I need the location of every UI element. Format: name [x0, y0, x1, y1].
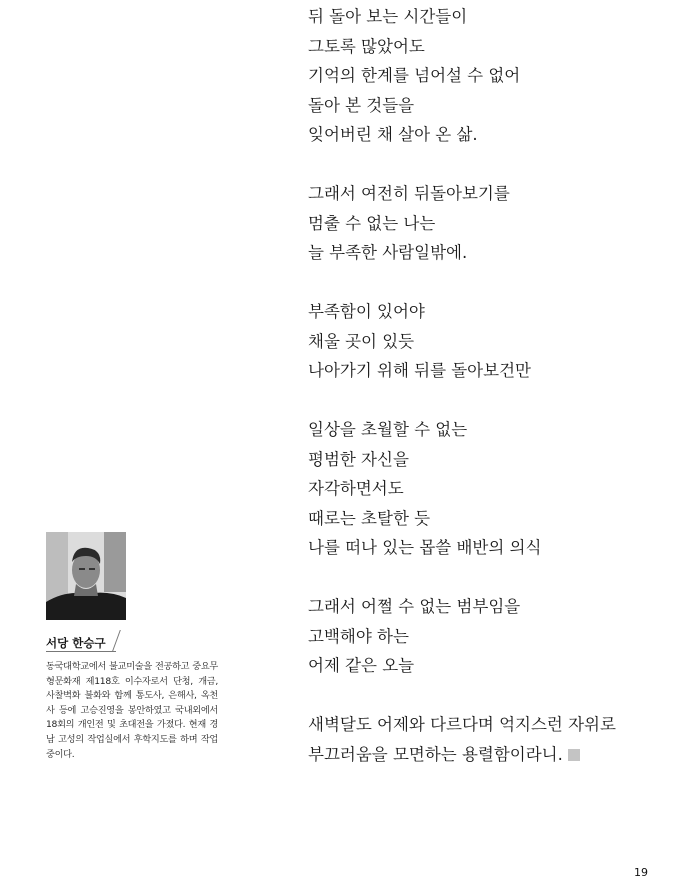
author-photo: [46, 532, 126, 620]
poem-line: 늘 부족한 사람일밖에.: [308, 243, 468, 262]
author-name: 서당 한승구: [46, 636, 106, 650]
end-mark-icon: [568, 749, 580, 761]
poem-line: 새벽달도 어제와 다르다며 억지스런 자위로: [308, 715, 616, 734]
author-underline: [46, 651, 116, 652]
poem-line: 돌아 본 것들을: [308, 95, 415, 115]
poem-line: 뒤 돌아 보는 시간들이: [308, 7, 468, 26]
poem-line: 어제 같은 오늘: [308, 656, 415, 675]
poem-stanza: [308, 297, 688, 386]
poem-line: 평범한 자신을: [308, 449, 409, 469]
page-number: 19: [634, 866, 648, 879]
poem-line: 나를 떠나 있는 몹쓸 배반의 의식: [308, 538, 542, 557]
poem-line: 일상을 초월할 수 없는: [308, 420, 468, 439]
poem-line: 고백해야 하는: [308, 626, 409, 646]
poem-line: 나아가기 위해 뒤를 돌아보건만: [308, 361, 531, 380]
poem-line: 기억의 한계를 넘어설 수 없어: [308, 66, 521, 85]
poem-line: 채울 곳이 있듯: [308, 331, 415, 351]
poem-line: 그래서 여전히 뒤돌아보기를: [308, 184, 510, 203]
poem-line: 그토록 많았어도: [308, 36, 425, 56]
poem-line-text: 부끄러움을 모면하는 용렬함이라니.: [308, 744, 563, 764]
poem-line: 그래서 어쩔 수 없는 범부임을: [308, 597, 521, 616]
poem-line: [308, 740, 688, 770]
author-portrait-icon: [46, 532, 126, 620]
poem-stanza: [308, 2, 688, 150]
poem-line: 멈출 수 없는 나는: [308, 213, 436, 233]
poem-stanza: [308, 179, 688, 268]
poem-stanza: [308, 592, 688, 681]
poem: [308, 2, 688, 799]
poem-line: 때로는 초탈한 듯: [308, 508, 431, 528]
poem-stanza: [308, 415, 688, 563]
author-bio: 동국대학교에서 불교미술을 전공하고 중요무형문화재 제118호 이수자로서 단청, 개금, 사찰벽화 불화와 함께 통도사, 은해사, 옥천사 등에 고승진영을 봉안하였고 국내외에서 18회의 개인전 및 초대전을 가졌다. 현재 경남 고성의 작업실에서 후학지도를 하며 작업 중이다.: [46, 661, 218, 760]
poem-line: 자각하면서도: [308, 479, 404, 498]
poem-stanza: [308, 710, 688, 769]
poem-line: 부족함이 있어야: [308, 302, 425, 321]
poem-line: 잊어버린 채 살아 온 삶.: [308, 125, 478, 144]
